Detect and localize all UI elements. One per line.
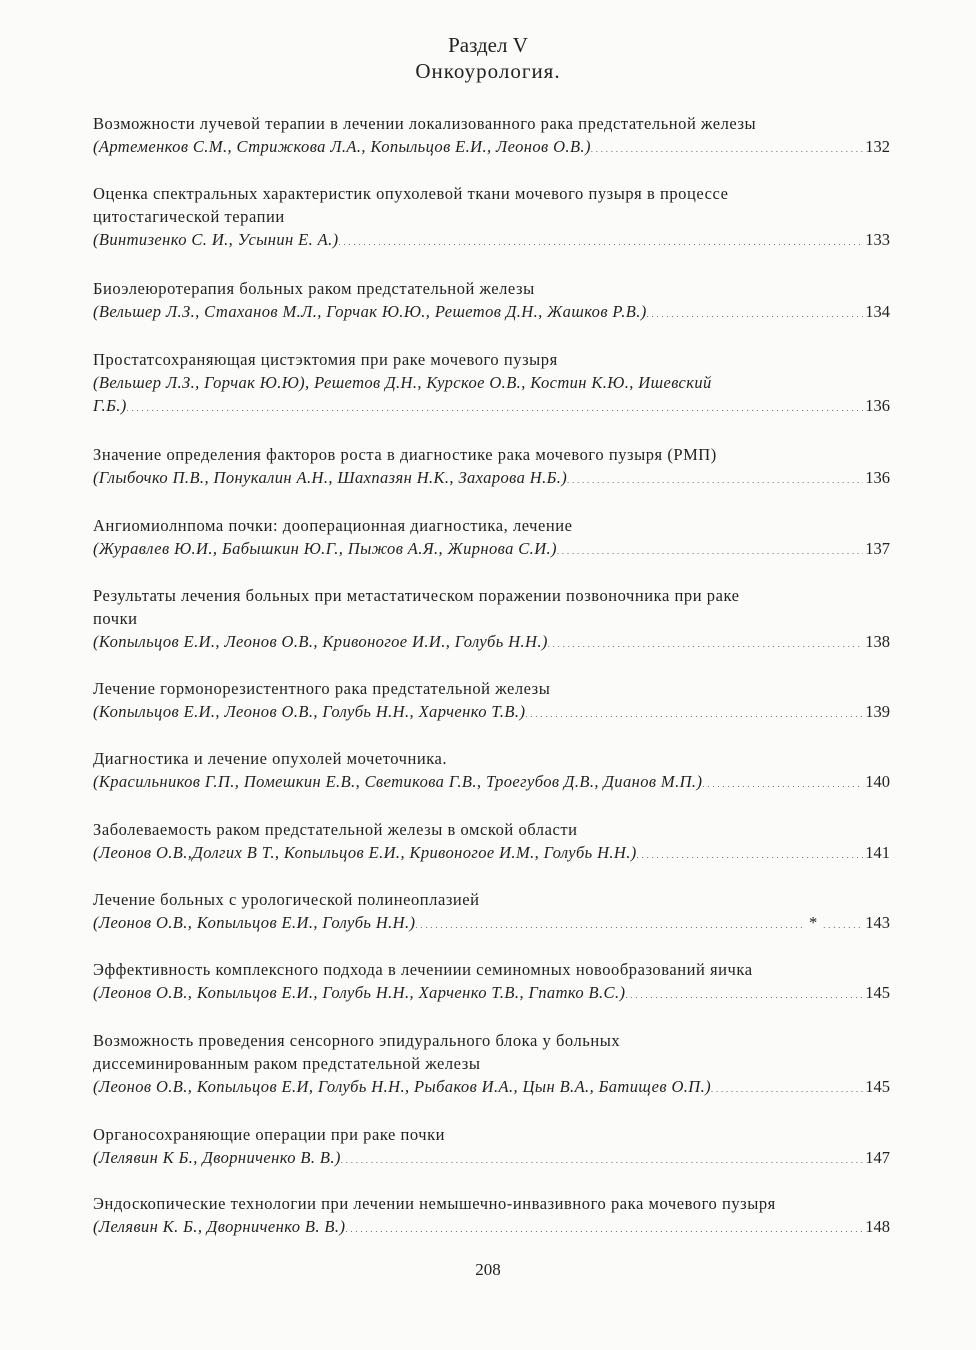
dot-leader [647,300,864,326]
entry-page-number: 140 [865,772,890,791]
entry-page-number: 132 [865,137,890,156]
entry-page-number: 143 [865,913,890,932]
entry-title: Ангиомиолнпома почки: дооперационная диагностика, лечение [93,516,573,535]
dot-leader [127,394,864,420]
entry-authors: (Леонов О.В.,Долгих В Т., Копыльцов Е.И., Кривоногое И.М., Голубь Н.Н.) [93,843,637,862]
toc-entry[interactable] [93,1123,890,1172]
dot-leader [625,981,863,1007]
entry-title: Оценка спектральных характеристик опухолевой ткани мочевого пузыря в процессе [93,184,729,203]
toc-entry[interactable] [93,182,890,254]
entry-title: диссеминированным раком предстательной железы [93,1054,481,1073]
section-header [0,32,976,84]
entry-mark: * [809,913,818,932]
entry-title: Результаты лечения больных при метастатическом поражении позвоночника при раке [93,586,740,605]
entry-title: Эндоскопические технологии при лечении немышечно-инвазивного рака мочевого пузыря [93,1194,776,1213]
entry-page-number: 136 [865,468,890,487]
dot-leader [339,228,864,254]
entry-title: почки [93,609,138,628]
dot-leader [567,466,863,492]
entry-page-number: 141 [865,843,890,862]
toc-entry[interactable] [93,443,890,492]
dot-leader [823,911,863,937]
entry-page-number: 138 [865,632,890,651]
entry-authors: (Копыльцов Е.И., Леонов О.В., Кривоногое И.И., Голубь Н.Н.) [93,632,548,651]
toc-entry[interactable] [93,888,890,937]
page-number: 208 [475,1260,501,1279]
entry-authors: (Журавлев Ю.И., Бабышкин Ю.Г., Пыжов А.Я., Жирнова С.И.) [93,539,557,558]
entry-page-number: 134 [865,302,890,321]
toc-entry[interactable] [93,677,890,726]
entry-title: Диагностика и лечение опухолей мочеточника. [93,749,448,768]
toc-entry[interactable] [93,514,890,563]
entry-page-number: 148 [865,1217,890,1236]
entry-page-number: 137 [865,539,890,558]
entry-authors: Г.Б.) [93,396,127,415]
entry-title: Возможности лучевой терапии в лечении локализованного рака предстательной железы [93,114,757,133]
toc-entry[interactable] [93,818,890,867]
toc-entry[interactable] [93,1029,890,1101]
entry-authors: (Копыльцов Е.И., Леонов О.В., Голубь Н.Н., Харченко Т.В.) [93,702,526,721]
dot-leader [548,630,863,656]
section-title: Онкоурология. [415,59,561,83]
entry-authors: (Винтизенко С. И., Усынин Е. А.) [93,230,339,249]
toc-entry[interactable] [93,584,890,656]
entry-title: Эффективность комплексного подхода в лечениии семиномных новообразований яичка [93,960,753,979]
entry-title: цитостагической терапии [93,207,285,226]
entry-title: Лечение больных с урологической полинеоплазией [93,890,480,909]
entry-title: Органосохраняющие операции при раке почки [93,1125,446,1144]
entry-page-number: 145 [865,1077,890,1096]
entry-page-number: 147 [865,1148,890,1167]
entry-title: Возможность проведения сенсорного эпидурального блока у больных [93,1031,621,1050]
toc-entry[interactable] [93,277,890,326]
toc-entry[interactable] [93,112,890,161]
toc-entry[interactable] [93,958,890,1007]
entry-authors: (Леонов О.В., Копыльцов Е.И., Голубь Н.Н., Харченко Т.В., Гпатко В.С.) [93,983,626,1002]
section-number: Раздел V [448,33,528,57]
dot-leader [341,1146,863,1172]
toc-entry[interactable] [93,1192,890,1241]
entry-authors: (Красильников Г.П., Помешкин Е.В., Светикова Г.В., Троегубов Д.В., Дианов М.П.) [93,772,703,791]
entry-page-number: 133 [865,230,890,249]
entry-authors: (Леонов О.В., Копыльцов Е.И., Голубь Н.Н.) [93,913,416,932]
entry-title: Простатсохраняющая цистэктомия при раке мочевого пузыря [93,350,558,369]
entry-page-number: 145 [865,983,890,1002]
dot-leader [557,537,863,563]
dot-leader [591,135,863,161]
dot-leader [637,841,864,867]
toc-entry[interactable] [93,747,890,796]
entry-page-number: 139 [865,702,890,721]
entry-authors: (Лелявин К. Б., Дворниченко В. В.) [93,1217,346,1236]
dot-leader [711,1075,863,1101]
entry-authors: (Глыбочко П.В., Понукалин А.Н., Шахпазян Н.К., Захарова Н.Б.) [93,468,568,487]
entry-page-number: 136 [865,396,890,415]
dot-leader [702,770,863,796]
entry-authors: (Леонов О.В., Копыльцов Е.И, Голубь Н.Н., Рыбаков И.А., Цын В.А., Батищев О.П.) [93,1077,712,1096]
dot-leader [345,1215,863,1241]
entry-title: Биоэлеюротерапия больных раком предстательной железы [93,279,535,298]
entry-authors: (Лелявин К Б., Дворниченко В. В.) [93,1148,341,1167]
entry-title: Значение определения факторов роста в диагностике рака мочевого пузыря (РМП) [93,445,717,464]
entry-authors: (Вельшер Л.З., Горчак Ю.Ю), Решетов Д.Н., Курское О.В., Костин К.Ю., Ишевский [93,373,712,392]
entry-title: Лечение гормонорезистентного рака предстательной железы [93,679,551,698]
dot-leader [525,700,863,726]
entry-title: Заболеваемость раком предстательной железы в омской области [93,820,578,839]
entry-authors: (Вельшер Л.З., Стаханов М.Л., Горчак Ю.Ю., Решетов Д.Н., Жашков Р.В.) [93,302,647,321]
dot-leader [415,911,803,937]
toc-entry[interactable] [93,348,890,420]
entry-authors: (Артеменков С.М., Стрижкова Л.А., Копыльцов Е.И., Леонов О.В.) [93,137,591,156]
